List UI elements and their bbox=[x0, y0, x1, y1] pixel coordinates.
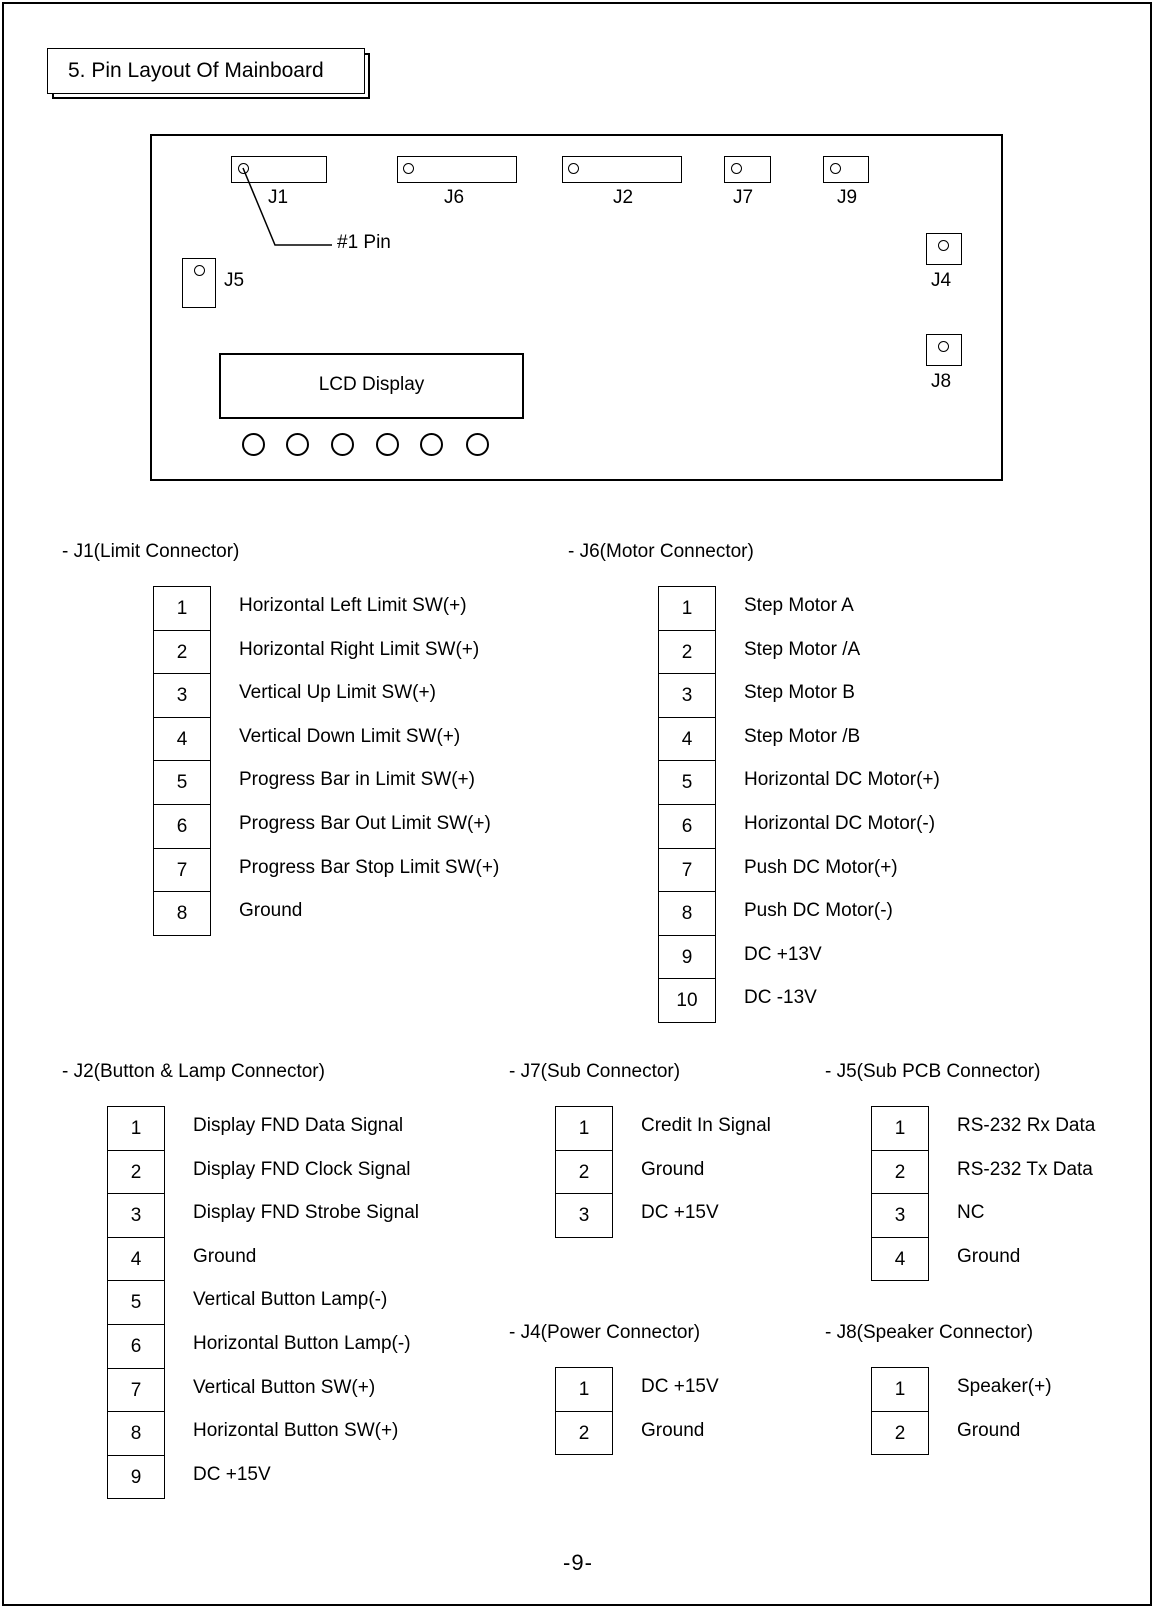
pin-description: Step Motor B bbox=[744, 682, 855, 704]
pin-description: DC -13V bbox=[744, 987, 817, 1009]
pin-description: Credit In Signal bbox=[641, 1115, 771, 1136]
j1-pin-table bbox=[153, 586, 633, 935]
pin-description: DC +15V bbox=[641, 1376, 719, 1397]
pin-row bbox=[658, 630, 1138, 674]
pin-row bbox=[107, 1280, 587, 1324]
pin-number: 1 bbox=[871, 1106, 929, 1151]
pin-number: 8 bbox=[658, 891, 716, 936]
pin-row bbox=[153, 717, 633, 761]
pin-row bbox=[107, 1455, 587, 1499]
pin-number: 2 bbox=[153, 630, 211, 675]
pin-description: RS-232 Rx Data bbox=[957, 1115, 1096, 1136]
pin-row bbox=[658, 891, 1138, 935]
pin-description: Display FND Data Signal bbox=[193, 1115, 404, 1136]
lcd-display: LCD Display bbox=[219, 353, 524, 419]
pin-number: 6 bbox=[658, 804, 716, 849]
pin-number: 9 bbox=[107, 1455, 165, 1500]
pin-description: Vertical Up Limit SW(+) bbox=[239, 682, 436, 704]
pin-description: DC +15V bbox=[193, 1463, 271, 1485]
board-button-circle bbox=[286, 433, 309, 456]
pin-description: Push DC Motor(-) bbox=[744, 900, 893, 922]
pin-number: 7 bbox=[658, 848, 716, 893]
pin-number: 2 bbox=[107, 1150, 165, 1195]
pin-row bbox=[153, 630, 633, 674]
pin1-marker-icon bbox=[938, 240, 949, 251]
pin-row bbox=[153, 586, 633, 630]
pin-row bbox=[871, 1193, 1156, 1237]
pin-description: Display FND Clock Signal bbox=[193, 1158, 411, 1180]
pin-number: 4 bbox=[107, 1237, 165, 1282]
pin-row bbox=[153, 760, 633, 804]
pin-number: 1 bbox=[153, 586, 211, 631]
board-button-circle bbox=[331, 433, 354, 456]
label-pin1: #1 Pin bbox=[337, 232, 391, 253]
pin-description: DC +15V bbox=[641, 1202, 719, 1224]
pin-number: 8 bbox=[153, 891, 211, 936]
pin-description: Horizontal DC Motor(-) bbox=[744, 812, 936, 834]
pin-row bbox=[153, 804, 633, 848]
pin1-marker-icon bbox=[938, 341, 949, 352]
pin-description: Vertical Button SW(+) bbox=[193, 1376, 376, 1398]
page-title: 5. Pin Layout Of Mainboard bbox=[47, 48, 365, 94]
page-number: -9- bbox=[563, 1550, 593, 1575]
pin-number: 5 bbox=[153, 760, 211, 805]
pin-description: Display FND Strobe Signal bbox=[193, 1202, 419, 1224]
pin-description: NC bbox=[957, 1202, 985, 1224]
pin-number: 4 bbox=[871, 1237, 929, 1282]
pin-description: Vertical Down Limit SW(+) bbox=[239, 725, 461, 747]
pin-number: 3 bbox=[153, 673, 211, 718]
pin-number: 8 bbox=[107, 1411, 165, 1456]
pin1-leader-line bbox=[0, 0, 1156, 300]
j2-section-title: - J2(Button & Lamp Connector) bbox=[62, 1061, 325, 1082]
pin-row bbox=[871, 1411, 1156, 1455]
pin-description: Step Motor A bbox=[744, 595, 854, 616]
pin-row bbox=[871, 1237, 1156, 1281]
pin-description: Ground bbox=[193, 1245, 257, 1267]
pin-number: 1 bbox=[658, 586, 716, 631]
board-button-circle bbox=[242, 433, 265, 456]
pin-description: Progress Bar Out Limit SW(+) bbox=[239, 812, 491, 834]
pin-description: Progress Bar in Limit SW(+) bbox=[239, 769, 475, 791]
pin-row bbox=[107, 1368, 587, 1412]
pin-description: Ground bbox=[957, 1419, 1021, 1441]
pin-number: 10 bbox=[658, 978, 716, 1023]
j6-section-title: - J6(Motor Connector) bbox=[568, 541, 754, 562]
pin-number: 7 bbox=[107, 1368, 165, 1413]
pin-number: 9 bbox=[658, 935, 716, 980]
j5-section-title: - J5(Sub PCB Connector) bbox=[825, 1061, 1041, 1082]
pin-row bbox=[107, 1411, 587, 1455]
pin-row bbox=[658, 804, 1138, 848]
pin-description: Vertical Button Lamp(-) bbox=[193, 1289, 388, 1311]
label-j2: J2 bbox=[613, 187, 634, 208]
label-j8: J8 bbox=[931, 371, 952, 392]
pin-description: Speaker(+) bbox=[957, 1376, 1052, 1397]
pin-number: 4 bbox=[658, 717, 716, 762]
pin-description: Push DC Motor(+) bbox=[744, 856, 898, 878]
pin-number: 1 bbox=[555, 1367, 613, 1412]
label-j6: J6 bbox=[444, 187, 465, 208]
pin-number: 2 bbox=[555, 1411, 613, 1456]
pin-number: 3 bbox=[107, 1193, 165, 1238]
j5-pin-table bbox=[871, 1106, 1156, 1280]
pin-row bbox=[107, 1106, 587, 1150]
pin-row bbox=[658, 717, 1138, 761]
pin-description: Progress Bar Stop Limit SW(+) bbox=[239, 856, 500, 878]
j2-pin-table bbox=[107, 1106, 587, 1498]
pin-row bbox=[153, 891, 633, 935]
pin-number: 3 bbox=[658, 673, 716, 718]
pin-number: 5 bbox=[107, 1280, 165, 1325]
pin-row bbox=[871, 1150, 1156, 1194]
pin-description: Ground bbox=[239, 900, 303, 922]
pin-number: 5 bbox=[658, 760, 716, 805]
label-j4: J4 bbox=[931, 270, 952, 291]
pin-number: 2 bbox=[871, 1150, 929, 1195]
pin-row bbox=[153, 673, 633, 717]
j6-pin-table bbox=[658, 586, 1138, 1022]
j4-section-title: - J4(Power Connector) bbox=[509, 1322, 701, 1343]
pin-description: RS-232 Tx Data bbox=[957, 1158, 1093, 1180]
j8-section-title: - J8(Speaker Connector) bbox=[825, 1322, 1034, 1343]
pin-description: Horizontal Button Lamp(-) bbox=[193, 1332, 411, 1354]
pin-description: Horizontal Right Limit SW(+) bbox=[239, 638, 480, 660]
label-j1: J1 bbox=[268, 187, 289, 208]
j8-pin-table bbox=[871, 1367, 1156, 1454]
board-button-circle bbox=[376, 433, 399, 456]
pin-row bbox=[871, 1106, 1156, 1150]
pin-row bbox=[658, 760, 1138, 804]
pin-description: Ground bbox=[641, 1419, 705, 1441]
pin-row bbox=[658, 586, 1138, 630]
pin-row bbox=[658, 673, 1138, 717]
pin-description: Horizontal Button SW(+) bbox=[193, 1420, 399, 1442]
pin-number: 1 bbox=[107, 1106, 165, 1151]
pin-row bbox=[107, 1150, 587, 1194]
pin-number: 1 bbox=[871, 1367, 929, 1412]
pin-number: 6 bbox=[153, 804, 211, 849]
pin-number: 2 bbox=[658, 630, 716, 675]
label-j5: J5 bbox=[224, 270, 245, 291]
board-button-circle bbox=[420, 433, 443, 456]
j7-section-title: - J7(Sub Connector) bbox=[509, 1061, 681, 1082]
j1-section-title: - J1(Limit Connector) bbox=[62, 541, 240, 562]
pin-row bbox=[153, 848, 633, 892]
pin-number: 3 bbox=[871, 1193, 929, 1238]
pin-row bbox=[658, 935, 1138, 979]
pin-description: Step Motor /A bbox=[744, 638, 861, 660]
label-j7: J7 bbox=[733, 187, 754, 208]
pin-description: DC +13V bbox=[744, 943, 822, 965]
pin-description: Horizontal Left Limit SW(+) bbox=[239, 595, 467, 616]
pin-description: Ground bbox=[641, 1158, 705, 1180]
pin-row bbox=[658, 848, 1138, 892]
pin1-marker-icon bbox=[194, 265, 205, 276]
pin-number: 3 bbox=[555, 1193, 613, 1238]
pin-number: 2 bbox=[871, 1411, 929, 1456]
pin-number: 7 bbox=[153, 848, 211, 893]
pin-row bbox=[107, 1193, 587, 1237]
pin-description: Ground bbox=[957, 1245, 1021, 1267]
pin-number: 1 bbox=[555, 1106, 613, 1151]
pin-row bbox=[658, 978, 1138, 1022]
pin-row bbox=[107, 1237, 587, 1281]
pin-row bbox=[871, 1367, 1156, 1411]
pin-number: 2 bbox=[555, 1150, 613, 1195]
board-button-circle bbox=[466, 433, 489, 456]
pin-number: 6 bbox=[107, 1324, 165, 1369]
pin-description: Step Motor /B bbox=[744, 725, 861, 747]
pin-description: Horizontal DC Motor(+) bbox=[744, 769, 940, 791]
pin-number: 4 bbox=[153, 717, 211, 762]
label-j9: J9 bbox=[837, 187, 858, 208]
